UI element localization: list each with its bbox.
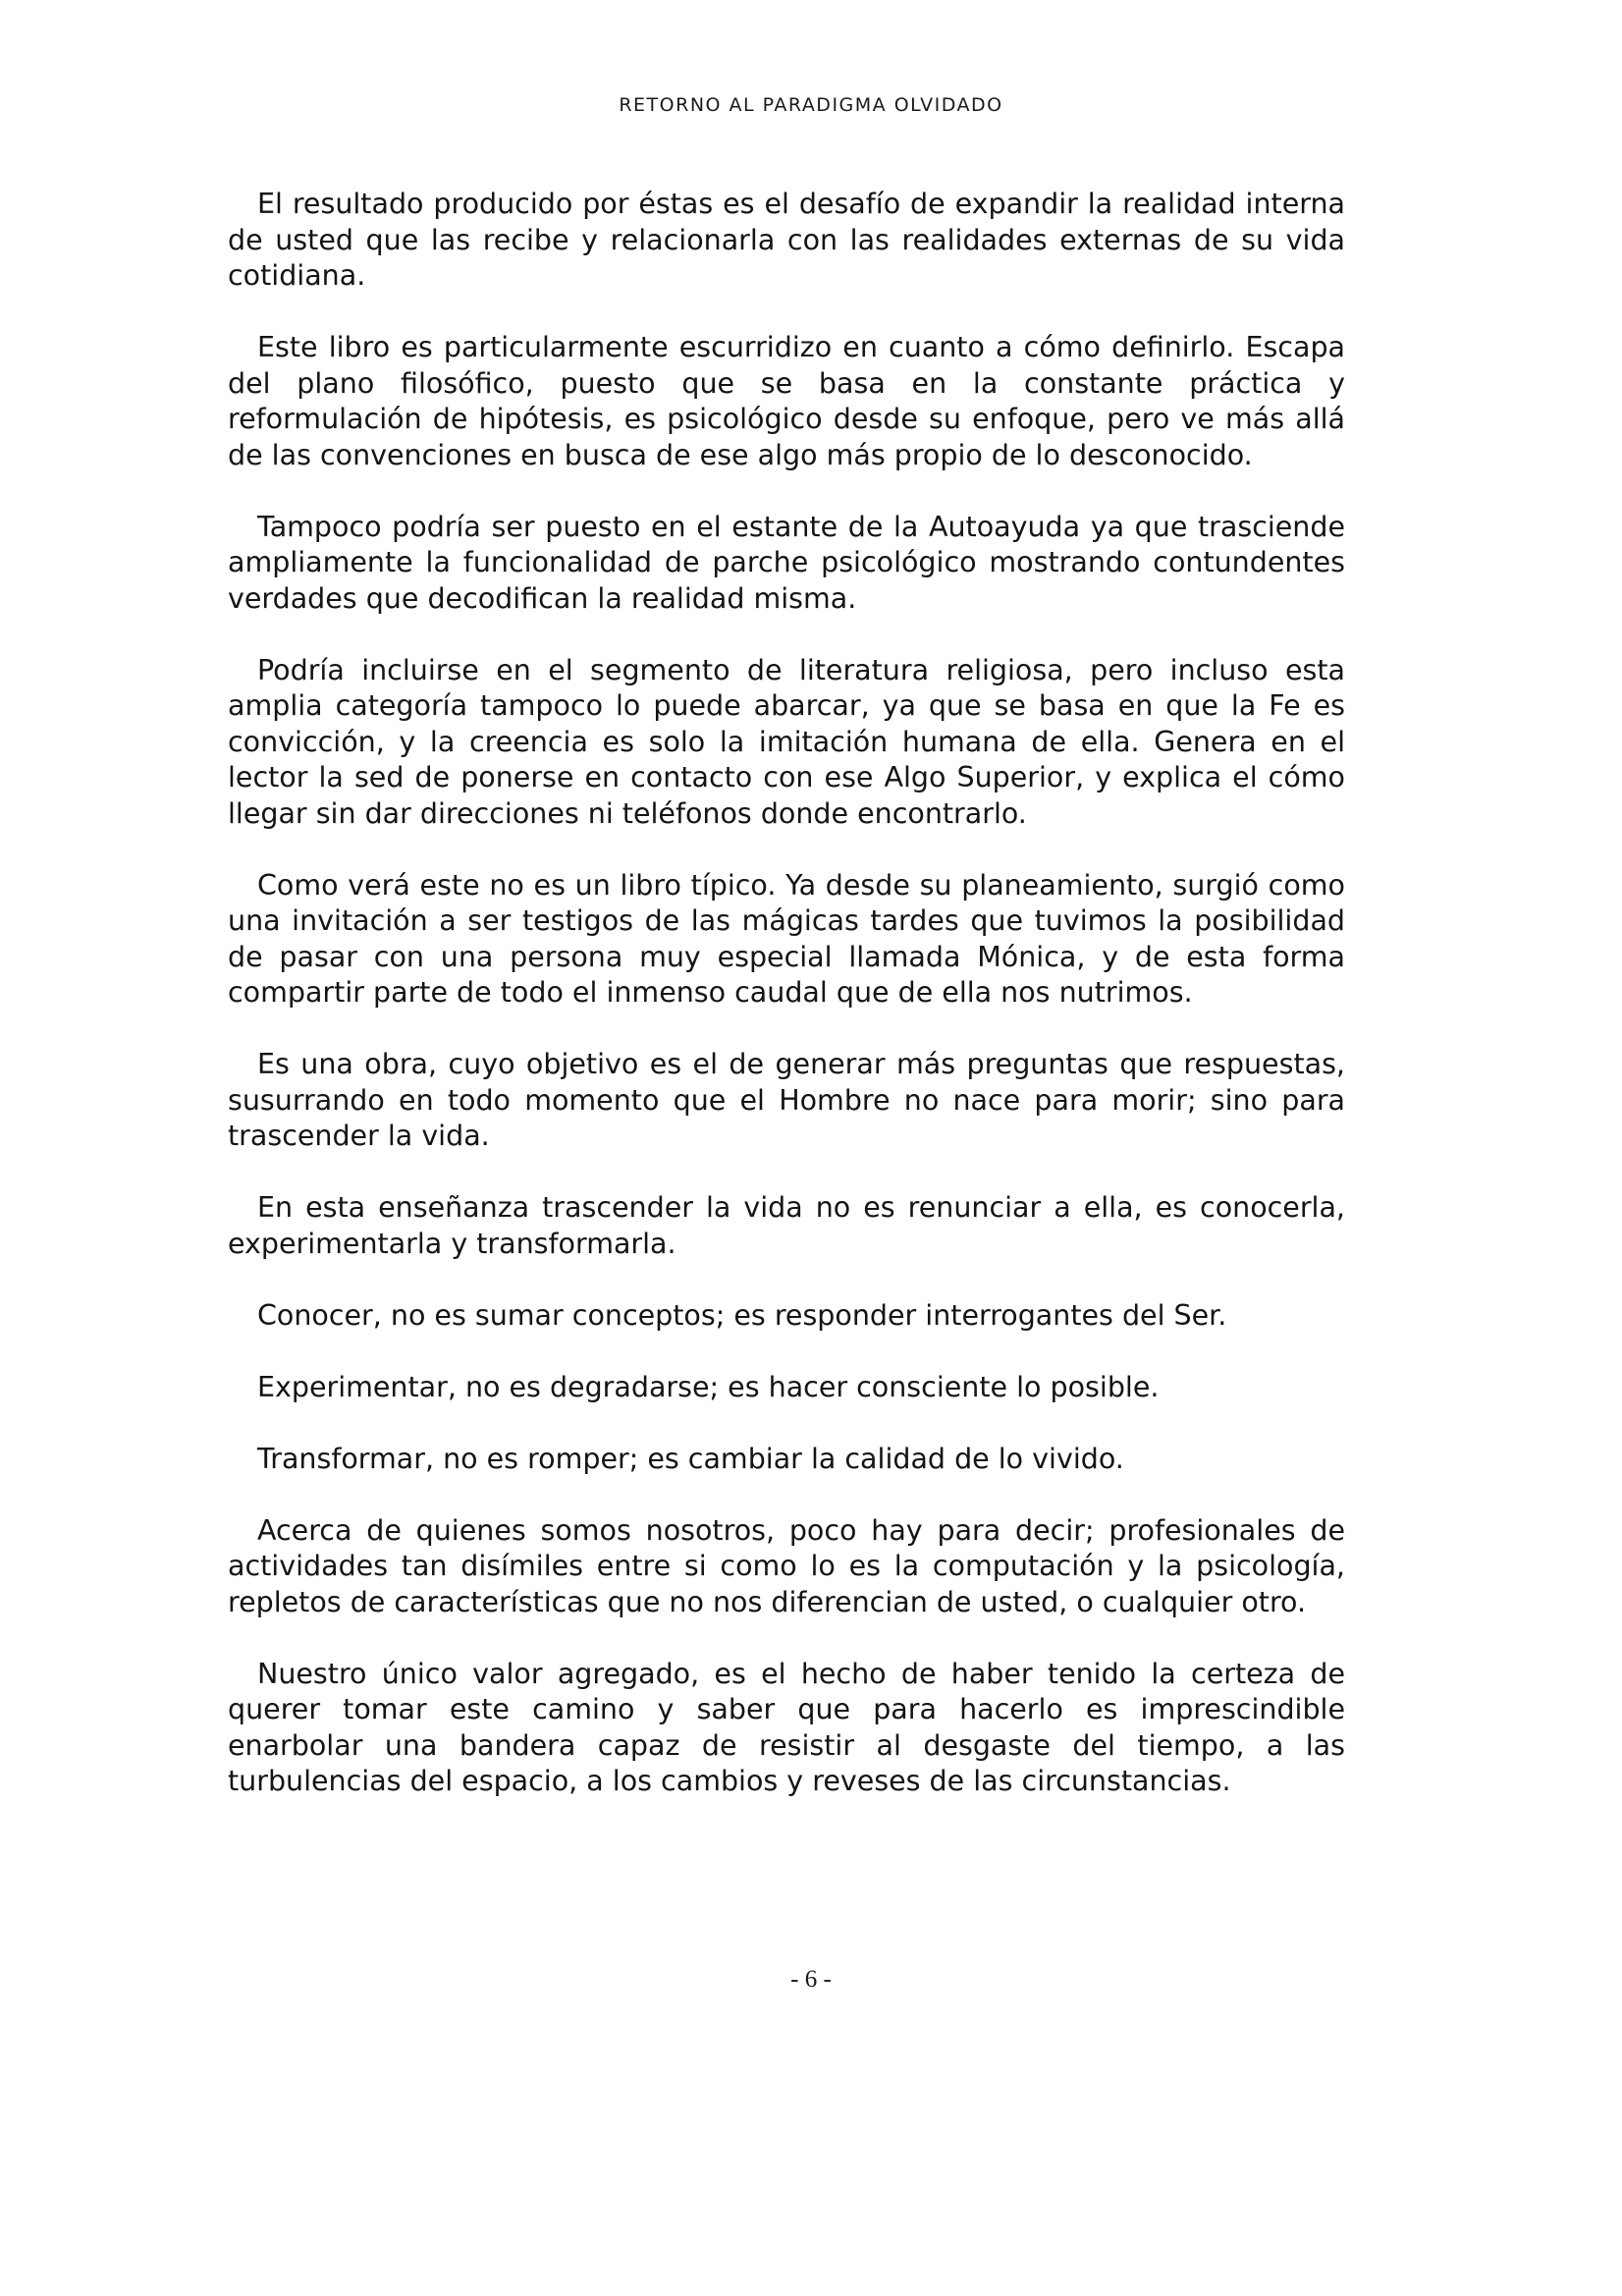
paragraph: Nuestro único valor agregado, es el hecho de haber tenido la certeza de querer tomar este camino y saber que para hacerlo es imprescindible enarbolar una bandera capaz de resistir al desgaste del tiempo, a las turbulencias del espacio, a los cambios y reveses de las circunstancias. — [228, 1657, 1345, 1797]
paragraph: Acerca de quienes somos nosotros, poco hay para decir; profesionales de actividades tan disímiles entre si como lo es la computación y la psicología, repletos de características que no nos diferencian de usted, o cualquier otro. — [228, 1513, 1345, 1618]
paragraph: Este libro es particularmente escurridizo en cuanto a cómo definirlo. Escapa del plano filosófico, puesto que se basa en la constante práctica y reformulación de hipótesis, es psicológico desde su enfoque, pero ve más allá de las convenciones en busca de ese algo más propio de lo desconocido. — [228, 331, 1345, 471]
paragraph: Es una obra, cuyo objetivo es el de generar más preguntas que respuestas, susurrando en todo momento que el Hombre no nace para morir; sino para trascender la vida. — [228, 1048, 1345, 1152]
paragraph: Tampoco podría ser puesto en el estante de la Autoayuda ya que trasciende ampliamente la funcionalidad de parche psicológico mostrando contundentes verdades que decodifican la realidad misma. — [228, 510, 1345, 615]
running-header: RETORNO AL PARADIGMA OLVIDADO — [619, 94, 1003, 116]
body-text — [228, 187, 1345, 1835]
paragraph: En esta enseñanza trascender la vida no es renunciar a ella, es conocerla, experimentarla y transformarla. — [228, 1191, 1345, 1260]
paragraph: Como verá este no es un libro típico. Ya desde su planeamiento, surgió como una invitación a ser testigos de las mágicas tardes que tuvimos la posibilidad de pasar con una persona muy especial llamada Mónica, y de esta forma compartir parte de todo el inmenso caudal que de ella nos nutrimos. — [228, 868, 1345, 1009]
paragraph: Experimentar, no es degradarse; es hacer consciente lo posible. — [257, 1370, 1160, 1403]
paragraph: Transformar, no es romper; es cambiar la calidad de lo vivido. — [257, 1442, 1124, 1475]
paragraph: El resultado producido por éstas es el desafío de expandir la realidad interna de usted que las recibe y relacionarla con las realidades externas de su vida cotidiana. — [228, 188, 1345, 292]
page-number: - 6 - — [790, 1966, 832, 1993]
paragraph: Podría incluirse en el segmento de literatura religiosa, pero incluso esta amplia categoría tampoco lo puede abarcar, ya que se basa en que la Fe es convicción, y la creencia es solo la imitación humana de ella. Genera en el lector la sed de ponerse en contacto con ese Algo Superior, y explica el cómo llegar sin dar direcciones ni teléfonos donde encontrarlo. — [228, 653, 1345, 830]
paragraph: Conocer, no es sumar conceptos; es responder interrogantes del Ser. — [257, 1298, 1227, 1332]
